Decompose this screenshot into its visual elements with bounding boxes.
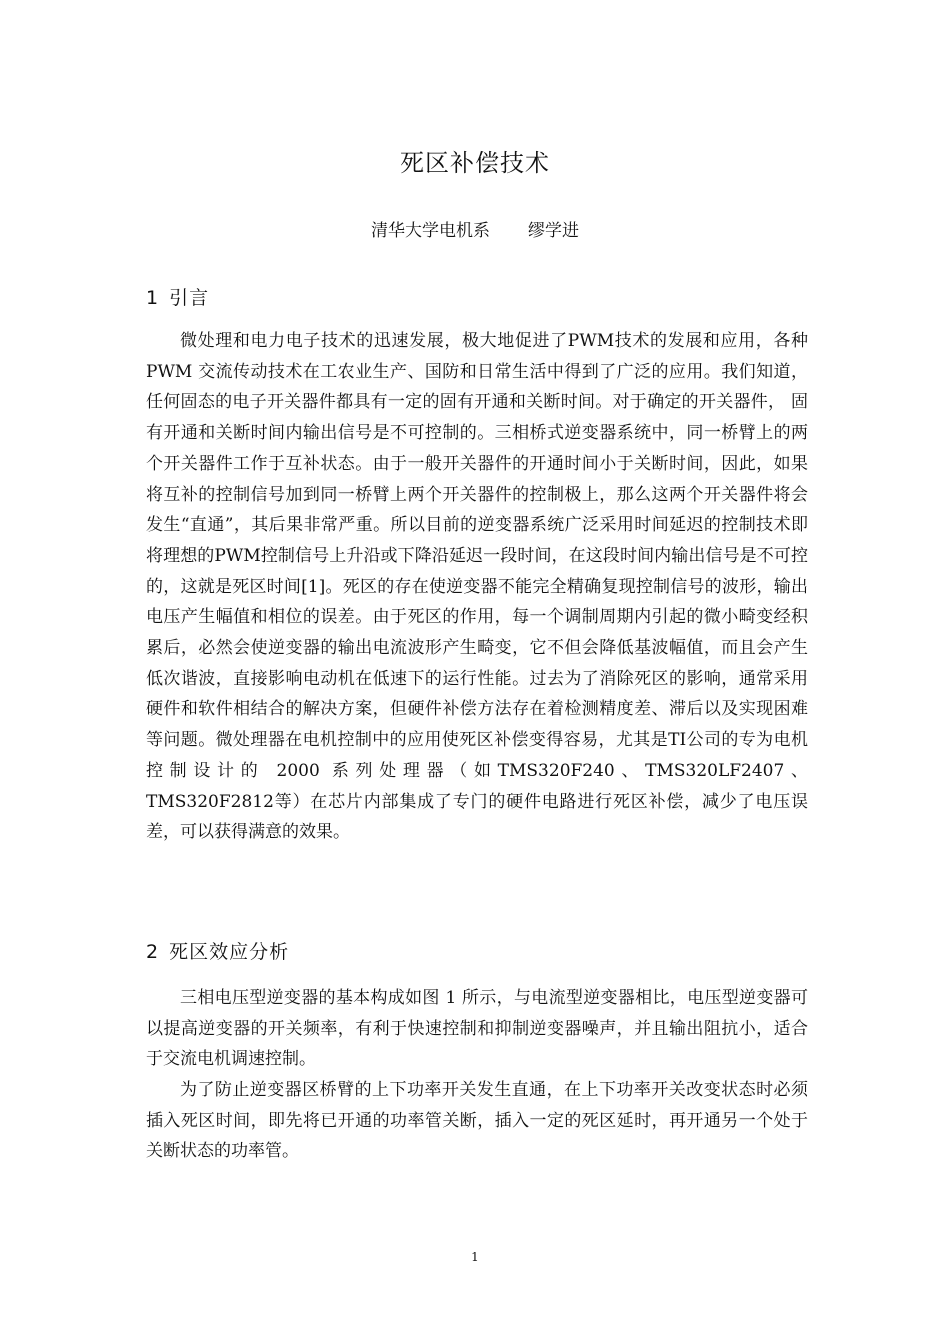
section-number: 1: [146, 287, 160, 309]
analysis-paragraph-1: 三相电压型逆变器的基本构成如图 1 所示，与电流型逆变器相比，电压型逆变器可以提高逆变器的开关频率，有利于快速控制和抑制逆变器噪声，并且输出阻抗小，适合于交流电机调速控制。: [146, 988, 808, 1070]
analysis-paragraph-2: 为了防止逆变器区桥臂的上下功率开关发生直通，在上下功率开关改变状态时必须插入死区时间，即先将已开通的功率管关断，插入一定的死区延时，再开通另一个处于关断状态的功率管。: [146, 1080, 808, 1162]
section-heading-introduction: [146, 284, 209, 312]
section-number: 2: [146, 941, 160, 963]
paper-title: 死区补偿技术: [400, 149, 550, 177]
author-affiliation: 清华大学电机系: [371, 221, 490, 241]
section-heading-deadzone-analysis: [146, 938, 289, 966]
author-name: 缪学进: [528, 221, 579, 241]
author-line: [0, 218, 950, 244]
section-title: 引言: [169, 287, 210, 309]
page-number: 1: [471, 1250, 479, 1264]
section-title: 死区效应分析: [169, 941, 290, 963]
introduction-paragraph: 微处理和电力电子技术的迅速发展，极大地促进了PWM技术的发展和应用，各种PWM 交流传动技术在工农业生产、国防和日常生活中得到了广泛的应用。我们知道，任何固态的电子开关器件都具有一定的固有开通和关断时间。对于确定的开关器件， 固有开通和关断时间内输出信号是不可控制的。三相桥式逆变器系统中，同一桥臂上的两个开关器件工作于互补状态。由于一般开关器件的开通时间小于关断时间，因此，如果将互补的控制信号加到同一桥臂上两个开关器件的控制极上，那么这两个开关器件将会发生“直通”，其后果非常严重。所以目前的逆变器系统广泛采用时间延迟的控制技术即将理想的PWM控制信号上升沿或下降沿延迟一段时间，在这段时间内输出信号是不可控的，这就是死区时间[1]。死区的存在使逆变器不能完全精确复现控制信号的波形，输出电压产生幅值和相位的误差。由于死区的作用，每一个调制周期内引起的微小畸变经积累后，必然会使逆变器的输出电流波形产生畸变，它不但会降低基波幅值，而且会产生低次谐波，直接影响电动机在低速下的运行性能。过去为了消除死区的影响，通常采用硬件和软件相结合的解决方案，但硬件补偿方法存在着检测精度差、滞后以及实现困难等问题。微处理器在电机控制中的应用使死区补偿变得容易，尤其是TI公司的专为电机控制设计的 2000 系列处理器（如TMS320F240、TMS320LF2407、TMS320F2812等）在芯片内部集成了专门的硬件电路进行死区补偿，减少了电压误差，可以获得满意的效果。: [146, 331, 808, 843]
